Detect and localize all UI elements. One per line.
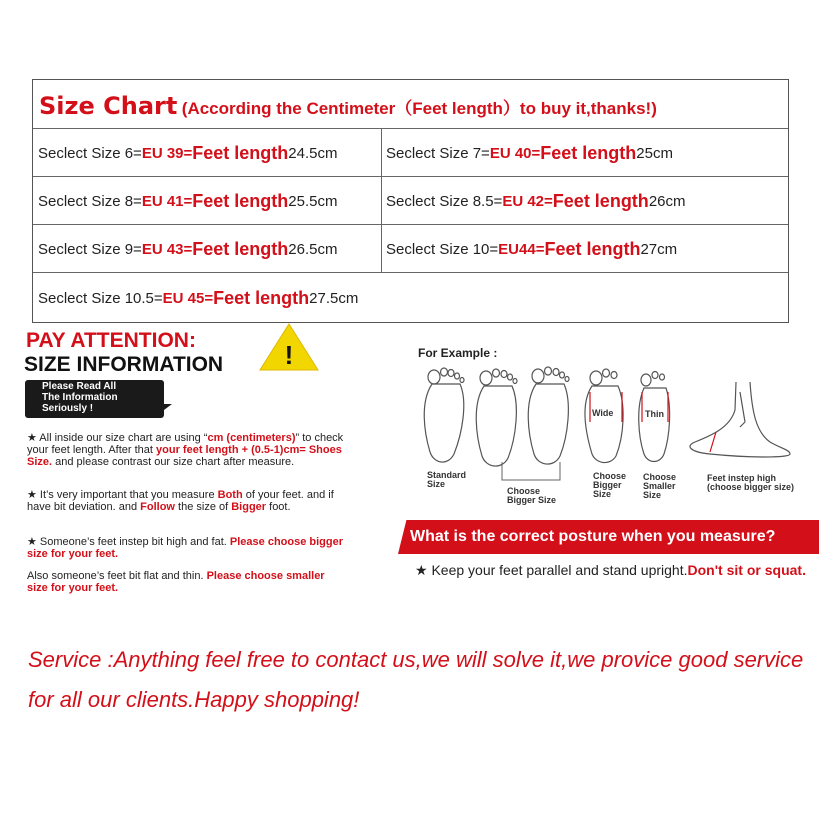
pay-attention-heading: PAY ATTENTION: (26, 329, 196, 352)
size-chart-header (39, 92, 657, 120)
size-cell: Seclect Size 10.5= EU 45 = Feet length 27.5cm (38, 287, 359, 308)
read-all-callout (25, 380, 164, 418)
label-choose-smaller-size: Choose Smaller Size (643, 472, 677, 500)
read-all-text: Please Read All The Information Seriously ! (42, 381, 118, 414)
warning-glyph: ! (284, 340, 294, 370)
size-row-3 (33, 224, 788, 273)
size-cell: Seclect Size 9= EU 43 = Feet length 26.5cm (38, 238, 338, 259)
warning-icon (258, 322, 320, 372)
size-cell: Seclect Size 8.5= EU 42 = Feet length 26cm (386, 190, 686, 211)
label-instep-high: Feet instep high (choose bigger size) (707, 473, 795, 492)
label-thin: Thin (645, 409, 664, 419)
size-chart-subtitle: (According the Centimeter（Feet length）to buy it,thanks!) (181, 99, 657, 118)
size-row-1 (33, 128, 788, 177)
size-cell: Seclect Size 7= EU 40 = Feet length 25cm (386, 142, 673, 163)
callout-tail (160, 404, 172, 413)
label-choose-bigger-size: Choose Bigger Size (593, 471, 627, 499)
note-both-feet: ★ It’s very important that you measure Both of your feet. and if have bit deviation. and Follow the size of Bigger foot. (27, 489, 334, 513)
size-chart-table (32, 79, 789, 323)
size-row-4 (33, 272, 788, 323)
size-cell: Seclect Size 8= EU 41 = Feet length 25.5cm (38, 190, 338, 211)
note-flat-thin: Also someone’s feet bit flat and thin. Please choose smaller size for your feet. (27, 570, 325, 594)
size-chart-title: Size Chart (39, 92, 178, 120)
size-cell: Seclect Size 10= EU44 = Feet length 27cm (386, 238, 678, 259)
note-cm: ★ All inside our size chart are using “cm (centimeters)” to check your feet length. After that your feet length + (0.5-1)cm= Shoes Size. and please contrast our size chart after measure. (27, 432, 344, 468)
label-wide: Wide (592, 408, 614, 418)
posture-question: What is the correct posture when you measure? (410, 528, 776, 545)
posture-note: ★ Keep your feet parallel and stand upright.Don't sit or squat. (415, 562, 806, 578)
note-instep-high: ★ Someone’s feet instep bit high and fat. Please choose bigger size for your feet. (27, 536, 344, 560)
for-example-heading: For Example : (418, 346, 498, 360)
size-row-2 (33, 176, 788, 225)
size-cell: Seclect Size 6= EU 39 = Feet length 24.5cm (38, 142, 338, 163)
label-choose-bigger: Choose Bigger Size (507, 486, 557, 505)
service-message: Service :Anything feel free to contact us,we will solve it,we provice good service for all our clients.Happy shopping! (28, 647, 804, 712)
label-standard-size: Standard Size (427, 470, 467, 489)
size-information-heading: SIZE INFORMATION (24, 353, 224, 376)
